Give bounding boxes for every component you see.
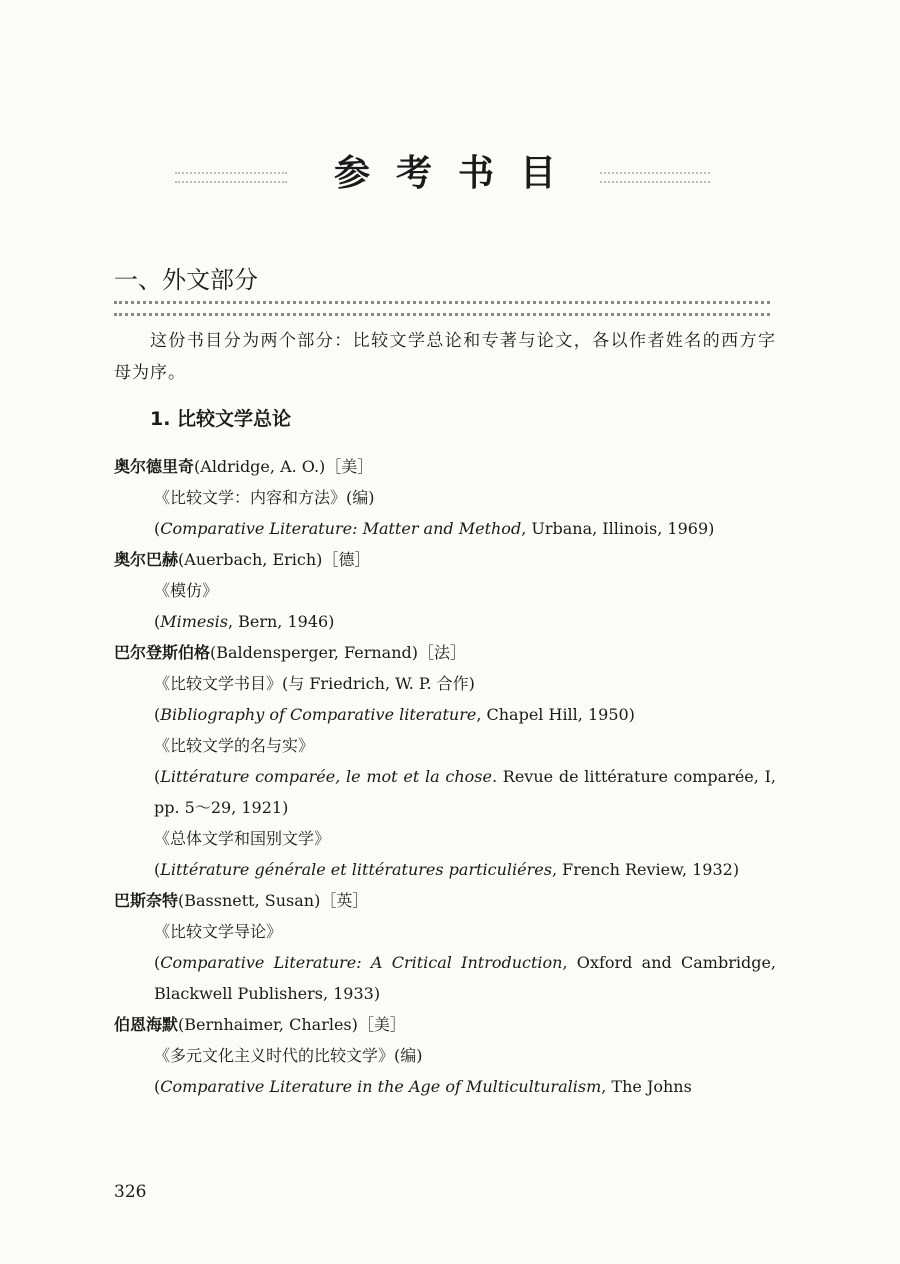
work-title-cn: 《比较文学：内容和方法》(编)	[154, 488, 375, 507]
author-name-cn: 奥尔德里奇	[114, 457, 195, 476]
work-title-original: Comparative Literature in the Age of Multiculturalism	[160, 1077, 602, 1096]
work-title-cn: 《比较文学导论》	[154, 922, 283, 941]
section-divider	[114, 301, 770, 316]
author-name-latin: (Bassnett, Susan)［英］	[178, 891, 369, 910]
work-title-original: Bibliography of Comparative literature	[160, 705, 477, 724]
work-publication: , The Johns	[601, 1077, 692, 1096]
work-publication: , Oxford and Cambridge, Blackwell Publishers, 1933)	[154, 953, 776, 1003]
work-publication: , Urbana, Illinois, 1969)	[521, 519, 715, 538]
author-entry	[114, 885, 776, 916]
author-name-latin: (Aldridge, A. O.)［美］	[194, 457, 374, 476]
author-entry	[114, 1009, 776, 1040]
bibliography-list	[114, 451, 776, 1102]
work-citation: (Mimesis, Bern, 1946)	[154, 612, 335, 631]
work-citation: (Comparative Literature: Matter and Method, Urbana, Illinois, 1969)	[154, 519, 715, 538]
title-rule-left	[175, 172, 287, 183]
work-title-cn: 《总体文学和国别文学》	[154, 829, 331, 848]
work-citation: (Littérature comparée, le mot et la chose. Revue de littérature comparée, I, pp. 5～29, 1921)	[154, 767, 777, 817]
work-publication: , French Review, 1932)	[551, 860, 740, 879]
author-name-cn: 伯恩海默	[114, 1015, 179, 1034]
work-title-cn: 《模仿》	[154, 581, 219, 600]
work-citation: (Bibliography of Comparative literature, Chapel Hill, 1950)	[154, 705, 635, 724]
author-entry	[114, 544, 776, 575]
work-title-original: Comparative Literature: A Critical Introduction	[160, 953, 563, 972]
work-title-original: Comparative Literature: Matter and Method	[160, 519, 522, 538]
page-title: 参考书目	[333, 153, 582, 194]
section-heading: 一、外文部分	[114, 266, 258, 294]
title-block	[0, 148, 900, 204]
work-title-cn: 《比较文学的名与实》	[154, 736, 315, 755]
work-publication: , Bern, 1946)	[227, 612, 335, 631]
page-number: 326	[114, 1182, 147, 1202]
work-title-cn: 《比较文学书目》(与 Friedrich, W. P. 合作)	[154, 674, 475, 693]
author-entry	[114, 637, 776, 668]
author-entry	[114, 451, 776, 482]
work-title-original: Littérature générale et littératures particuliéres	[160, 860, 552, 879]
work-publication: , Chapel Hill, 1950)	[476, 705, 635, 724]
author-name-cn: 巴斯奈特	[114, 891, 179, 910]
author-name-latin: (Auerbach, Erich)［德］	[178, 550, 371, 569]
work-title-original: Mimesis	[160, 612, 228, 631]
author-name-cn: 巴尔登斯伯格	[114, 643, 211, 662]
subsection-heading: 1. 比较文学总论	[150, 408, 292, 430]
author-name-latin: (Baldensperger, Fernand)［法］	[210, 643, 467, 662]
work-title-original: Littérature comparée, le mot et la chose	[160, 767, 492, 786]
work-citation: (Comparative Literature: A Critical Introduction, Oxford and Cambridge, Blackwell Publishers, 1933)	[154, 953, 776, 1003]
intro-paragraph: 这份书目分为两个部分：比较文学总论和专著与论文，各以作者姓名的西方字母为序。	[114, 331, 776, 383]
author-name-cn: 奥尔巴赫	[114, 550, 179, 569]
work-publication: . Revue de littérature comparée, I, pp. 5～29, 1921)	[154, 767, 777, 817]
work-citation: (Comparative Literature in the Age of Multiculturalism, The Johns	[154, 1077, 692, 1096]
work-citation: (Littérature générale et littératures particuliéres, French Review, 1932)	[154, 860, 740, 879]
work-title-cn: 《多元文化主义时代的比较文学》(编)	[154, 1046, 423, 1065]
title-rule-right	[600, 172, 710, 183]
author-name-latin: (Bernhaimer, Charles)［美］	[178, 1015, 406, 1034]
